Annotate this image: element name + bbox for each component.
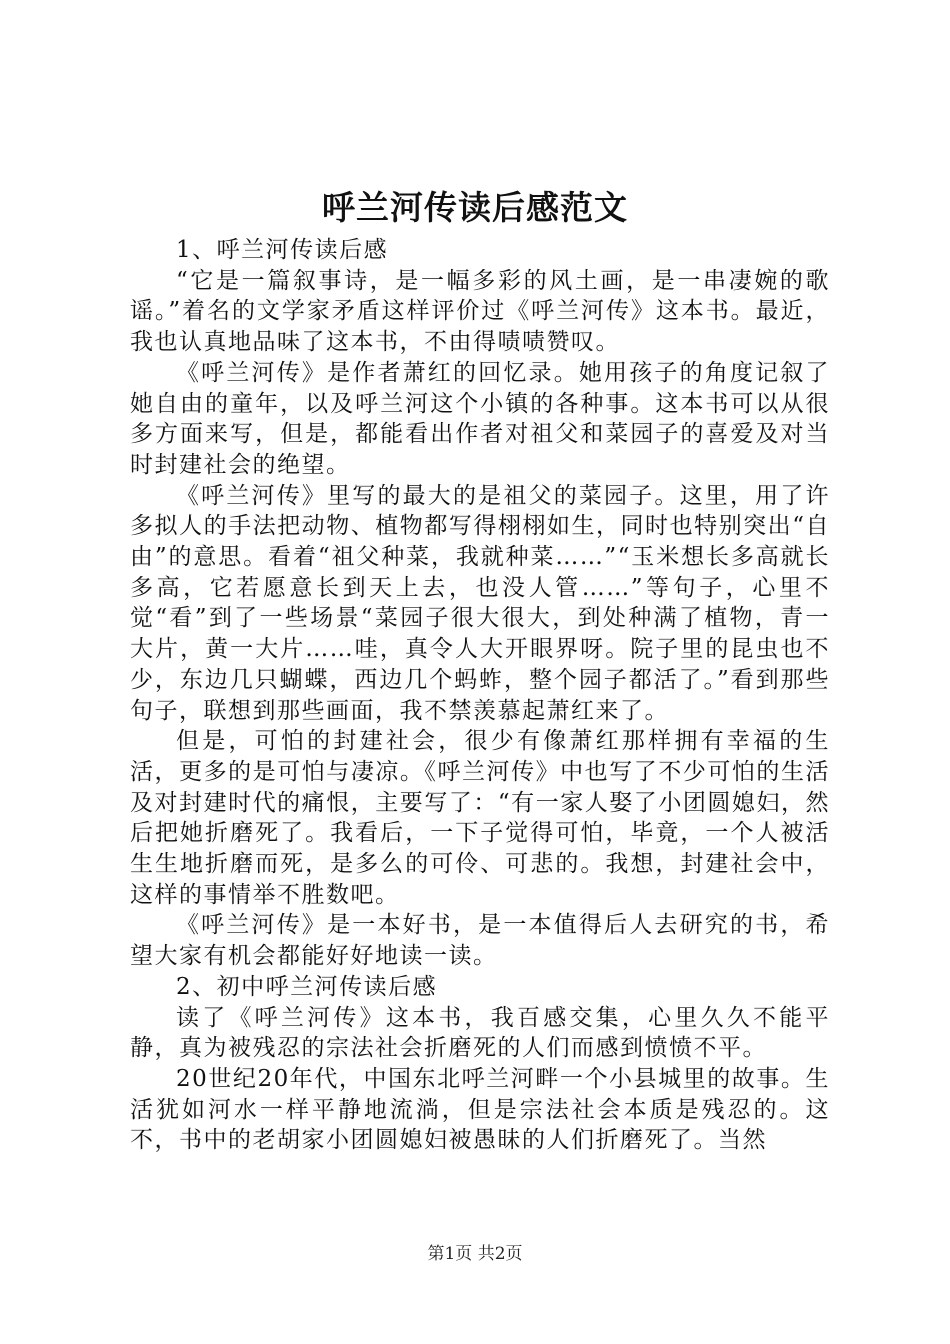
document-title: 呼兰河传读后感范文 [322, 188, 628, 227]
document-body [130, 235, 830, 1156]
paragraph: 《呼兰河传》是一本好书，是一本值得后人去研究的书，希望大家有机会都能好好地读一读。 [130, 912, 830, 970]
section-heading: 2、初中呼兰河传读后感 [176, 973, 438, 1000]
paragraph: 《呼兰河传》里写的最大的是祖父的菜园子。这里，用了许多拟人的手法把动物、植物都写得栩栩如生，同时也特别突出“自由”的意思。看着“祖父种菜，我就种菜……”“玉米想长多高就长多高，它若愿意长到天上去，也没人管……”等句子，心里不觉“看”到了一些场景“菜园子很大很大，到处种满了植物，青一大片，黄一大片……哇，真令人大开眼界呀。院子里的昆虫也不少，东边几只蝴蝶，西边几个蚂蚱，整个园子都活了。”看到那些句子，联想到那些画面，我不禁羡慕起萧红来了。 [130, 482, 830, 724]
paragraph: 《呼兰河传》是作者萧红的回忆录。她用孩子的角度记叙了她自由的童年，以及呼兰河这个小镇的各种事。这本书可以从很多方面来写，但是，都能看出作者对祖父和菜园子的喜爱及对当时封建社会的绝望。 [130, 359, 830, 478]
paragraph: 但是，可怕的封建社会，很少有像萧红那样拥有幸福的生活，更多的是可怕与凄凉。《呼兰河传》中也写了不少可怕的生活及对封建时代的痛恨，主要写了：“有一家人娶了小团圆媳妇，然后把她折磨死了。我看后，一下子觉得可怕，毕竟，一个人被活生生地折磨而死，是多么的可伶、可悲的。我想，封建社会中，这样的事情举不胜数吧。 [130, 728, 830, 908]
paragraph: “它是一篇叙事诗，是一幅多彩的风土画，是一串凄婉的歌谣。”着名的文学家矛盾这样评价过《呼兰河传》这本书。最近，我也认真地品味了这本书，不由得啧啧赞叹。 [130, 267, 830, 356]
paragraph: 读了《呼兰河传》这本书，我百感交集，心里久久不能平静，真为被残忍的宗法社会折磨死的人们而感到愤愤不平。 [130, 1004, 830, 1062]
section-heading: 1、呼兰河传读后感 [176, 237, 389, 263]
page-footer: 第1页 共2页 [427, 1244, 523, 1264]
paragraph: 20世纪20年代，中国东北呼兰河畔一个小县城里的故事。生活犹如河水一样平静地流淌，但是宗法社会本质是残忍的。这不，书中的老胡家小团圆媳妇被愚昧的人们折磨死了。当然 [130, 1065, 830, 1154]
